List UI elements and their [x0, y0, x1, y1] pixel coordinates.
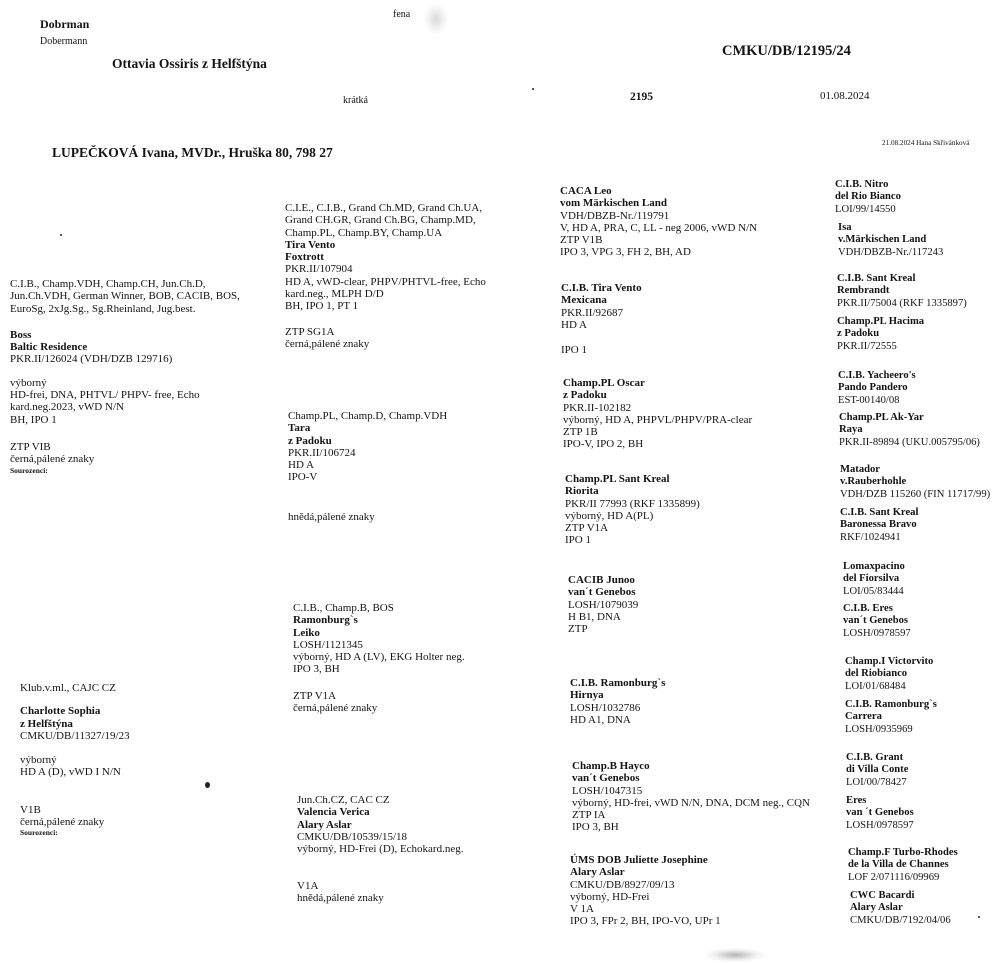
ancestor-name: CACIB Junoo [568, 574, 635, 586]
ancestor-kennel: Foxtrott [285, 251, 324, 264]
ancestor-name: Tira Vento [285, 238, 336, 251]
ancestor-name: C.I.B. Nitro [835, 179, 889, 190]
ancestor-name: Champ.PL Sant Kreal [565, 473, 670, 485]
ancestor-name: CWC Bacardi [850, 890, 915, 901]
ancestor-name: Champ.PL Ak-Yar [839, 412, 924, 423]
title-line: Jun.Ch.VDH, German Winner, BOB, CACIB, BOS, [10, 290, 240, 303]
grandparent-block [297, 794, 463, 905]
ancestor-name: Tara [288, 422, 311, 435]
detail-line: výborný, HD A(PL) [565, 509, 654, 522]
ancestor-kennel: Hirnya [570, 689, 604, 702]
ancestor-name: Valencia Verica [297, 806, 370, 819]
detail-line: HD A, vWD-clear, PHPV/PHTVL-free, Echo [285, 275, 486, 288]
gg-grandparent-block [839, 412, 980, 449]
detail-line: HD A1, DNA [570, 713, 631, 726]
gg-grandparent-block [845, 656, 933, 693]
ancestor-name: Isa [838, 222, 852, 233]
gg-grandparent-block [848, 847, 958, 884]
gg-grandparent-block [838, 222, 943, 259]
grandparent-block [288, 410, 447, 523]
birth-date: 01.08.2024 [820, 90, 870, 102]
ancestor-kennel: Alary Aslar [297, 818, 352, 831]
registration: PKR.II/106724 [288, 446, 356, 459]
detail-line: IPO 1 [565, 534, 591, 547]
registration: PKR.II/126024 (VDH/DZB 129716) [10, 353, 173, 366]
ancestor-kennel: Alary Aslar [850, 902, 903, 914]
registration: PKR.II/92687 [561, 306, 624, 319]
scan-speck [60, 234, 62, 236]
title-line: Grand CH.GR, Grand Ch.BG, Champ.MD, [285, 214, 476, 227]
pedigree-number: 2195 [630, 91, 653, 103]
registration: CMKU/DB/11327/19/23 [20, 729, 130, 742]
detail-line: výborný, HD A (LV), EKG Holter neg. [293, 651, 465, 664]
detail-line: výborný, HD-Frei [570, 890, 650, 903]
gg-grandparent-block [850, 890, 951, 927]
ancestor-name: C.I.B. Ramonburg`s [570, 677, 666, 689]
title-line: Champ.PL, Champ.BY, Champ.UA [285, 226, 443, 239]
detail-line: výborný, HD-Frei (D), Echokard.neg. [297, 843, 464, 856]
registration: LOSH/1079039 [568, 598, 639, 611]
detail-line: IPO 3, FPr 2, BH, IPO-VO, UPr 1 [570, 915, 721, 928]
ancestor-kennel: z Helfštýna [20, 717, 73, 730]
ancestor-kennel: van´t Genebos [843, 615, 909, 627]
gg-grandparent-block [835, 179, 901, 216]
ancestor-kennel: van ´t Genebos [846, 807, 914, 819]
detail-line: HD-frei, DNA, PHTVL/ PHPV- free, Echo [10, 389, 200, 402]
detail-line: V, HD A, PRA, C, LL - neg 2006, vWD N/N [560, 221, 758, 234]
ancestor-name: Charlotte Sophia [20, 705, 101, 718]
ancestor-kennel: z Padoku [288, 434, 332, 447]
color: hnědá,pálené znaky [288, 510, 375, 523]
sex: fena [393, 9, 411, 20]
ancestor-kennel: van´t Genebos [572, 772, 640, 785]
ancestor-name: Champ.F Turbo-Rhodes [848, 847, 958, 858]
color: hnědá,pálené znaky [297, 892, 384, 905]
registration: PKR.II-102182 [563, 401, 632, 414]
title-line: Jun.Ch.CZ, CAC CZ [297, 794, 390, 806]
registration: LOSH/0935969 [845, 723, 913, 735]
detail-line: H B1, DNA [568, 610, 621, 623]
detail-line: IPO 3, BH [572, 821, 619, 834]
gg-grandparent-block [837, 316, 924, 353]
registration: EST-00140/08 [838, 394, 900, 406]
ancestor-name: Boss [10, 328, 32, 341]
ancestor-name: Champ.PL Oscar [563, 377, 645, 389]
ancestor-kennel: Alary Aslar [570, 866, 625, 879]
gg-grandparent-block [845, 699, 937, 736]
siblings-label: Sourozenci: [10, 465, 48, 475]
detail-line: ZTP IA [572, 809, 606, 822]
detail-line: výborný [20, 754, 57, 767]
great-grandparent-block [570, 854, 721, 928]
breed: Dobrman [40, 17, 90, 31]
registration: LOF 2/071116/09969 [848, 871, 940, 883]
registration-number: CMKU/DB/12195/24 [722, 43, 851, 59]
detail-line: výborný, HD A, PHPVL/PHPV/PRA-clear [563, 413, 753, 426]
ancestor-kennel: Mexicana [561, 294, 607, 307]
color: černá,pálené znaky [285, 338, 370, 351]
ancestor-name: C.I.B. Tira Vento [561, 282, 642, 294]
color: černá,pálené znaky [293, 702, 378, 715]
ancestor-kennel: del Riobianco [845, 668, 908, 680]
detail-line: HD A [561, 318, 587, 331]
ancestor-kennel: vom Märkischen Land [560, 197, 667, 210]
ancestor-kennel: Carrera [845, 711, 882, 723]
detail-line: BH, IPO 1 [10, 413, 57, 426]
ancestor-name: Champ.I Victorvito [845, 656, 934, 667]
title-line: Champ.PL, Champ.D, Champ.VDH [288, 410, 448, 422]
ancestor-kennel: v.Rauberhohle [840, 476, 907, 488]
ancestor-kennel: van´t Genebos [568, 586, 636, 599]
great-grandparent-block [572, 760, 810, 834]
dog-name: Ottavia Ossiris z Helfštýna [112, 56, 267, 71]
detail-line: BH, IPO 1, PT 1 [285, 300, 359, 313]
ancestor-name: Eres [846, 795, 867, 806]
ancestor-kennel: Pando Pandero [838, 382, 908, 394]
registration: LOI/01/68484 [845, 680, 906, 692]
gg-grandparent-block [843, 603, 911, 640]
registration: LOI/99/14550 [835, 203, 896, 215]
gg-grandparent-block [838, 370, 916, 407]
detail-line: IPO 1 [561, 343, 587, 356]
breeding-eval: ZTP VIB [10, 440, 51, 453]
registration: PKR.II-89894 (UKU.005795/06) [839, 436, 980, 448]
gg-grandparent-block [846, 795, 914, 832]
color: černá,pálené znaky [10, 453, 95, 466]
gg-grandparent-block [843, 561, 905, 598]
registration: VDH/DZB 115260 (FIN 11717/99) [840, 488, 991, 500]
ancestor-kennel: z Padoku [563, 389, 607, 402]
registration: CMKU/DB/10539/15/18 [297, 830, 408, 843]
title-line: Klub.v.ml., CAJC CZ [20, 682, 116, 694]
breeding-eval: V1A [297, 879, 319, 892]
registration: PKR/II 77993 (RKF 1335899) [565, 497, 700, 510]
ancestor-name: Matador [840, 464, 881, 475]
ancestor-kennel: Raya [839, 424, 863, 436]
ancestor-kennel: de la Villa de Channes [848, 859, 949, 871]
great-grandparent-block [560, 185, 757, 259]
detail-line: kard.neg.2023, vWD N/N [10, 401, 124, 414]
registration: VDH/DBZB-Nr./117243 [838, 246, 944, 258]
detail-line: výborný, HD-frei, vWD N/N, DNA, DCM neg., CQN [572, 796, 810, 809]
registration: CMKU/DB/8927/09/13 [570, 878, 675, 891]
scan-noise [705, 948, 765, 962]
gg-grandparent-block [840, 507, 918, 544]
ancestor-name: CACA Leo [560, 185, 612, 197]
detail-line: V 1A [570, 903, 594, 916]
ancestor-kennel: del Rio Bianco [835, 191, 901, 203]
ancestor-name: C.I.B. Sant Kreal [840, 507, 919, 518]
detail-line: kard.neg., MLPH D/D [285, 288, 384, 301]
great-grandparent-block [561, 282, 642, 356]
ancestor-name: ÚMS DOB Juliette Josephine [570, 854, 708, 866]
registration: LOSH/0978597 [843, 627, 911, 639]
registration: LOI/05/83444 [843, 585, 904, 597]
ancestor-kennel: z Padoku [837, 328, 880, 340]
gg-grandparent-block [846, 752, 908, 789]
title-line: C.I.B., Champ.B, BOS [293, 602, 394, 614]
registration: PKR.II/107904 [285, 263, 353, 276]
scan-speck [532, 88, 534, 90]
grandparent-block [293, 602, 465, 714]
gg-grandparent-block [840, 464, 990, 501]
detail-line: HD A [288, 459, 314, 472]
registration: LOSH/0978597 [846, 819, 914, 831]
ancestor-kennel: del Fiorsilva [843, 573, 900, 585]
breed-alt: Dobermann [40, 36, 88, 47]
scan-smudge [424, 4, 448, 34]
sire-block [10, 278, 240, 475]
ancestor-name: C.I.B. Ramonburg`s [845, 699, 937, 710]
registration: PKR.II/75004 (RKF 1335897) [837, 297, 967, 309]
ancestor-kennel: Riorita [565, 485, 599, 498]
dam-block [20, 682, 130, 837]
color: černá,pálené znaky [20, 816, 105, 829]
scan-speck [978, 916, 980, 918]
ancestor-name: Champ.PL Hacima [837, 316, 925, 327]
ancestor-kennel: Baronessa Bravo [840, 519, 917, 531]
ancestor-name: C.I.B. Grant [846, 752, 904, 763]
owner: LUPEČKOVÁ Ivana, MVDr., Hruška 80, 798 27 [52, 145, 333, 160]
issue-note: 21.08.2024 Hana Skřivánková [882, 139, 970, 147]
great-grandparent-block [568, 574, 638, 635]
ancestor-kennel: v.Märkischen Land [838, 234, 927, 246]
grandparent-block [285, 202, 486, 351]
title-line: C.I.B., Champ.VDH, Champ.CH, Jun.Ch.D, [10, 278, 206, 290]
breeding-eval: ZTP SG1A [285, 326, 335, 339]
great-grandparent-block [563, 377, 752, 451]
breeding-eval: ZTP V1A [293, 689, 337, 702]
registration: VDH/DBZB-Nr./119791 [560, 209, 670, 222]
registration: CMKU/DB/7192/04/06 [850, 914, 951, 926]
detail-line: IPO 3, BH [293, 663, 340, 676]
breeding-eval: V1B [20, 803, 41, 816]
detail-line: IPO-V [288, 471, 318, 484]
ancestor-kennel: Rembrandt [837, 285, 890, 297]
registration: LOI/00/78427 [846, 776, 907, 788]
ancestor-name: C.I.B. Yacheero's [838, 370, 916, 381]
ancestor-name: Ramonburg`s [293, 614, 358, 627]
ancestor-kennel: Baltic Residence [10, 341, 88, 354]
registration: LOSH/1047315 [572, 784, 643, 797]
ancestor-name: Champ.B Hayco [572, 760, 650, 772]
registration: LOSH/1121345 [293, 638, 363, 651]
title-line: EuroSg, 2xJg.Sg., Sg.Rheinland, Jug.best. [10, 302, 196, 315]
detail-line: ZTP V1A [565, 522, 609, 535]
detail-line: HD A (D), vWD I N/N [20, 766, 121, 779]
coat-type: krátká [343, 95, 368, 106]
title-line: C.I.E., C.I.B., Grand Ch.MD, Grand Ch.UA, [285, 202, 483, 214]
detail-line: ZTP [568, 623, 588, 636]
ancestor-name: C.I.B. Eres [843, 603, 893, 614]
ancestor-name: C.I.B. Sant Kreal [837, 273, 916, 284]
scan-speck [205, 782, 210, 788]
registration: LOSH/1032786 [570, 701, 641, 714]
detail-line: IPO-V, IPO 2, BH [563, 438, 644, 451]
great-grandparent-block [565, 473, 700, 547]
ancestor-kennel: di Villa Conte [846, 764, 909, 776]
gg-grandparent-block [837, 273, 967, 310]
detail-line: výborný [10, 376, 47, 389]
registration: RKF/1024941 [840, 531, 901, 543]
detail-line: ZTP V1B [560, 234, 603, 247]
siblings-label: Sourozenci: [20, 828, 58, 838]
detail-line: ZTP 1B [563, 426, 598, 439]
detail-line: IPO 3, VPG 3, FH 2, BH, AD [560, 246, 691, 259]
ancestor-kennel: Leiko [293, 626, 320, 639]
ancestor-name: Lomaxpacino [843, 561, 905, 572]
registration: PKR.II/72555 [837, 340, 897, 352]
great-grandparent-block [570, 677, 665, 726]
